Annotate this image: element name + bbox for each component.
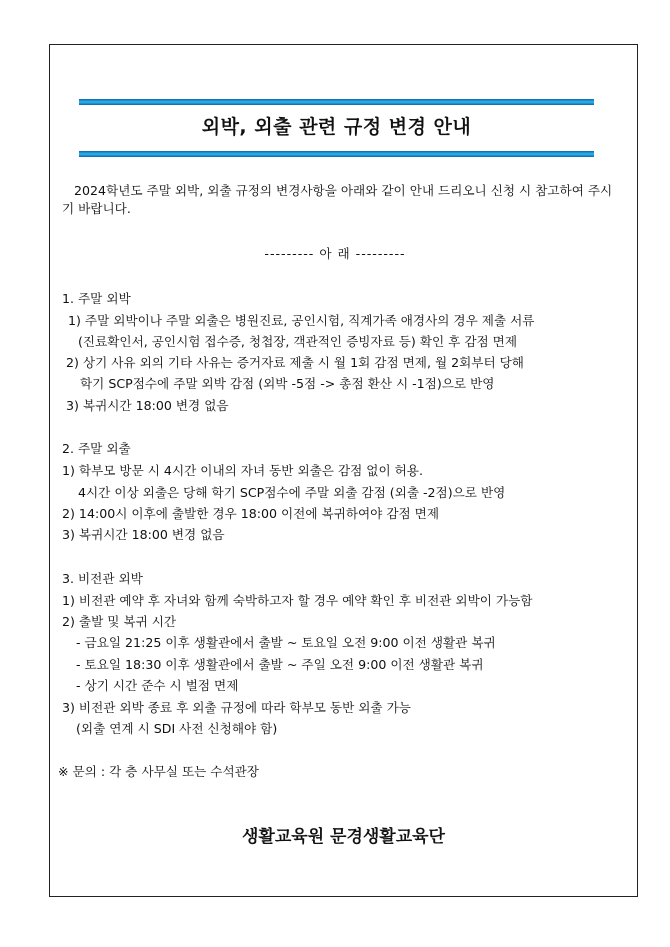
notice-line: - 금요일 21:25 이후 생활관에서 출발 ~ 토요일 오전 9:00 이전 생활관 복귀 bbox=[76, 635, 496, 650]
notice-line: 3) 복귀시간 18:00 변경 없음 bbox=[66, 398, 229, 413]
notice-line: 학기 SCP점수에 주말 외박 감점 (외박 -5점 -> 총점 환산 시 -1점)으로 반영 bbox=[80, 376, 495, 391]
notice-line: ※ 문의 : 각 층 사무실 또는 수석관장 bbox=[58, 764, 259, 779]
issuer-name: 생활교육원 문경생활교육단 bbox=[242, 827, 445, 847]
notice-line: 3) 비전관 외박 종료 후 외출 규정에 따라 학부모 동반 외출 가능 bbox=[62, 700, 411, 715]
notice-line: (진료확인서, 공인시험 접수증, 청첩장, 객관적인 증빙자료 등) 확인 후 감점 면제 bbox=[78, 334, 518, 349]
page-title: 외박, 외출 관련 규정 변경 안내 bbox=[201, 116, 472, 138]
notice-line: 2) 상기 사유 외의 기타 사유는 증거자료 제출 시 월 1회 감점 면제, 월 2회부터 당해 bbox=[66, 355, 524, 370]
intro-paragraph: 2024학년도 주말 외박, 외출 규정의 변경사항을 아래와 같이 안내 드리오니 신청 시 참고하여 주시기 바랍니다. bbox=[62, 183, 613, 216]
notice-line: 1) 주말 외박이나 주말 외출은 병원진료, 공인시험, 직계가족 애경사의 경우 제출 서류 bbox=[68, 313, 535, 328]
notice-line: 1) 비전관 예약 후 자녀와 함께 숙박하고자 할 경우 예약 확인 후 비전관 외박이 가능함 bbox=[62, 593, 533, 608]
title-bar-bottom bbox=[79, 151, 594, 157]
notice-line: 4시간 이상 외출은 당해 학기 SCP점수에 주말 외출 감점 (외출 -2점)으로 반영 bbox=[78, 485, 506, 500]
notice-line: 3) 복귀시간 18:00 변경 없음 bbox=[62, 527, 225, 542]
notice-line: 1) 학부모 방문 시 4시간 이내의 자녀 동반 외출은 감점 없이 허용. bbox=[62, 463, 423, 478]
notice-line: - 상기 시간 준수 시 벌점 면제 bbox=[76, 678, 239, 693]
notice-line: 1. 주말 외박 bbox=[62, 291, 131, 306]
notice-line: 2. 주말 외출 bbox=[62, 441, 131, 456]
notice-line: (외출 연계 시 SDI 사전 신청해야 함) bbox=[76, 721, 278, 736]
notice-line: 3. 비전관 외박 bbox=[62, 571, 143, 586]
notice-line: - 토요일 18:30 이후 생활관에서 출발 ~ 주일 오전 9:00 이전 생활관 복귀 bbox=[76, 657, 484, 672]
notice-line: 2) 출발 및 복귀 시간 bbox=[62, 614, 177, 629]
notice-line: 2) 14:00시 이후에 출발한 경우 18:00 이전에 복귀하여야 감점 면제 bbox=[62, 506, 440, 521]
section-divider-label: --------- 아 래 --------- bbox=[264, 246, 406, 261]
title-bar-top bbox=[79, 99, 594, 105]
